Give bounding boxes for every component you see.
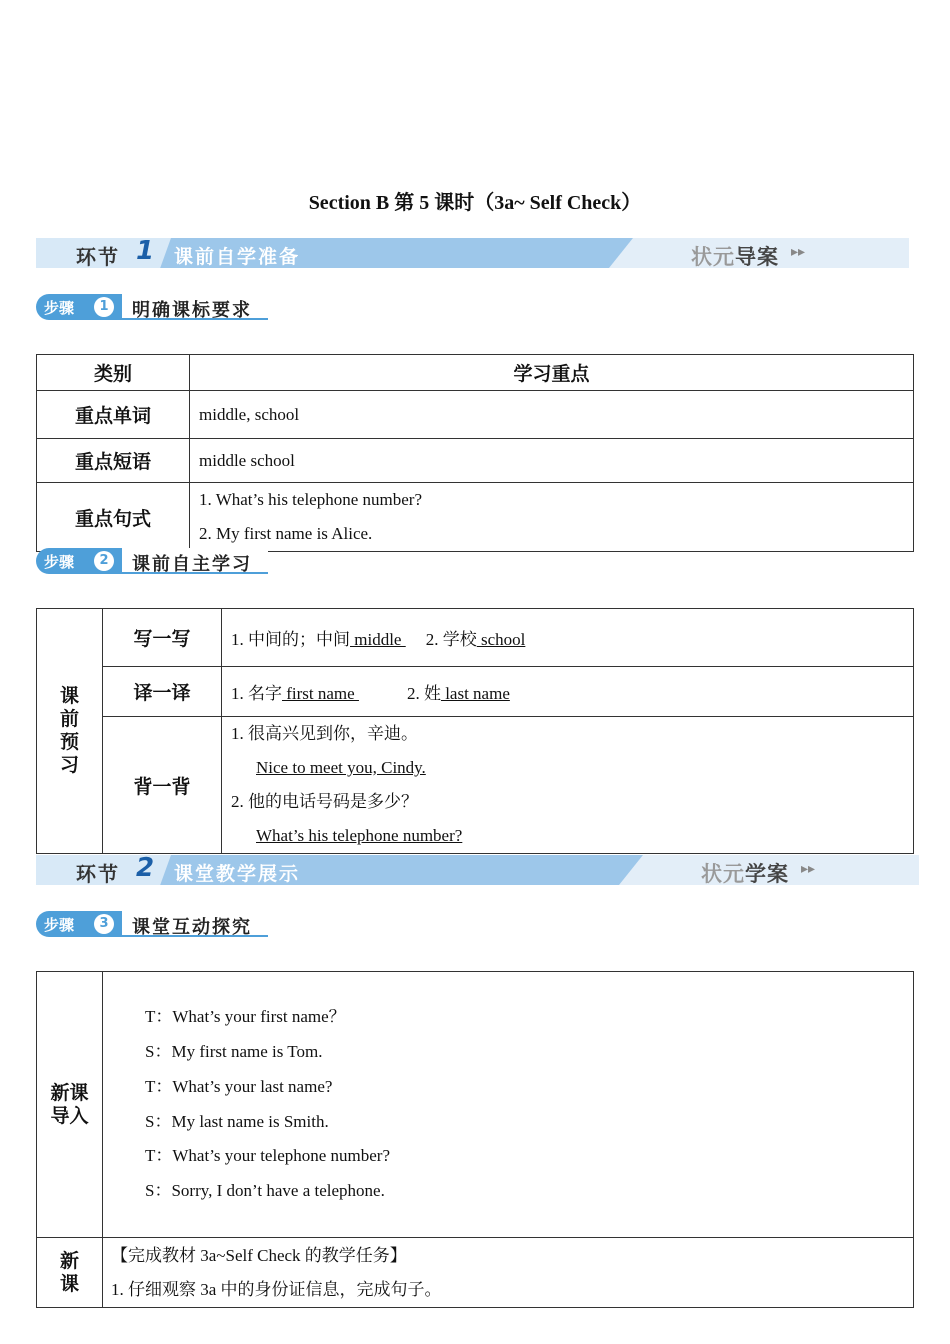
banner-title: 课堂教学展示 — [174, 863, 301, 885]
step-tag-2: 步骤 2 课前自主学习 — [36, 548, 270, 574]
dialog-line: T：What’s your last name? — [145, 1076, 333, 1096]
double-arrow-icon: ▸▸ — [800, 862, 815, 877]
step-title: 课堂互动探究 — [132, 917, 252, 938]
dialog-line: S：My first name is Tom. — [145, 1041, 323, 1061]
double-arrow-icon: ▸▸ — [790, 245, 805, 260]
section-banner-2 — [36, 855, 919, 885]
step-number-badge: 3 — [94, 914, 114, 934]
row-category: 背一背 — [103, 717, 222, 854]
new-lesson-label: 新课 — [37, 1238, 103, 1308]
row-category: 译一译 — [103, 667, 222, 717]
step-title: 明确课标要求 — [132, 300, 252, 321]
row-content: 1. 名字 first name 2. 姓 last name — [222, 667, 914, 717]
row-content: middle, school — [190, 391, 914, 439]
banner-brand: 状元导案 — [691, 245, 779, 269]
row-content: 1. What’s his telephone number? 2. My first name is Alice. — [190, 483, 914, 552]
row-category: 重点句式 — [37, 483, 190, 552]
dialog-line: T：What’s your first name？ — [145, 1007, 346, 1027]
goals-table — [36, 354, 914, 552]
page-title: Section B 第 5 课时（3a~ Self Check） — [308, 192, 642, 214]
dialog-line: S：My last name is Smith. — [145, 1111, 329, 1131]
row-content: 1. 中间的；中间 middle 2. 学校 school — [222, 609, 914, 667]
step-title: 课前自主学习 — [132, 554, 252, 575]
step-tag-1: 步骤 1 明确课标要求 — [36, 294, 270, 320]
step-tag-3: 步骤 3 课堂互动探究 — [36, 911, 270, 937]
banner-brand: 状元学案 — [701, 862, 789, 886]
intro-dialog — [103, 972, 914, 1238]
banner-huanjie-label: 环节 — [76, 245, 120, 269]
banner-number: 2 — [136, 853, 155, 883]
header-focus: 学习重点 — [190, 355, 914, 391]
banner-title: 课前自学准备 — [174, 246, 301, 268]
row-category: 重点单词 — [37, 391, 190, 439]
side-label: 课前预习 — [37, 609, 103, 854]
task-item: 1. 仔细观察 3a 中的身份证信息，完成句子。 — [111, 1279, 442, 1299]
lesson-table — [36, 971, 914, 1308]
banner-huanjie-label: 环节 — [76, 862, 120, 886]
row-category: 写一写 — [103, 609, 222, 667]
task-content — [103, 1238, 914, 1308]
step-number-badge: 2 — [94, 551, 114, 571]
banner-number: 1 — [136, 236, 155, 266]
row-content: 1. 很高兴见到你，辛迪。 Nice to meet you, Cindy. 2. 他的电话号码是多少？ What’s his telephone number? — [222, 717, 914, 854]
dialog-line: S：Sorry, I don’t have a telephone. — [145, 1181, 385, 1201]
section-banner-1 — [36, 238, 909, 268]
preview-table — [36, 608, 914, 854]
row-category: 重点短语 — [37, 439, 190, 483]
task-title: 【完成教材 3a~Self Check 的教学任务】 — [111, 1245, 407, 1265]
header-category: 类别 — [37, 355, 190, 391]
row-content: middle school — [190, 439, 914, 483]
step-number-badge: 1 — [94, 297, 114, 317]
intro-label: 新课导入 — [37, 972, 103, 1238]
dialog-line: T：What’s your telephone number? — [145, 1146, 391, 1166]
